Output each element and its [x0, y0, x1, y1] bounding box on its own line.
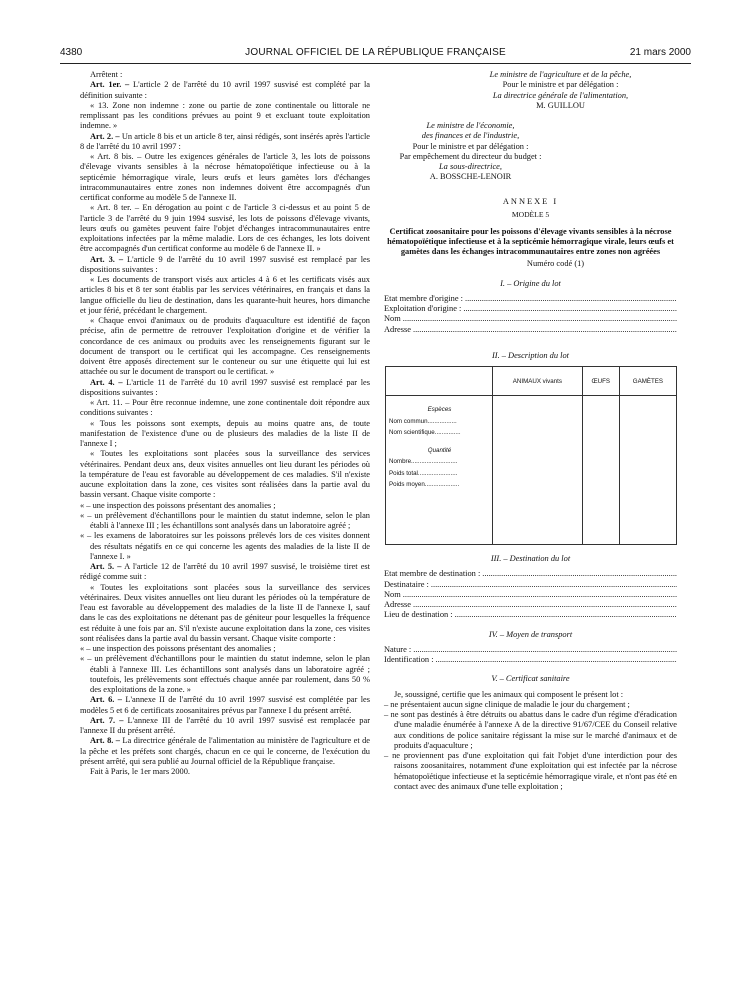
label-quantity: Quantité: [427, 446, 452, 454]
label-species: Espèces: [427, 406, 452, 414]
issue-date: 21 mars 2000: [629, 47, 691, 58]
article-11: « Art. 11. – Pour être reconnue indemne, une zone continentale doit répondre aux conditions suivantes :: [80, 398, 370, 418]
list-item: – ne sont pas destinés à être détruits ou abattus dans le cadre d'un régime d'éradication d'une maladie énumérée à l'annexe A de la directive 91/67/CEE du Conseil relative aux conditions de police sanitaire régissant la mise sur le marché d'animaux et de produits d'aquaculture ;: [384, 710, 677, 750]
signatory-title: Le ministre de l'économie,: [426, 121, 515, 130]
delegation-line: Pour le ministre et par délégation :: [502, 80, 619, 90]
delegation-line: Pour le ministre et par délégation :: [412, 141, 529, 151]
right-column: [384, 70, 677, 792]
label-scientific-name: Nom scientifique...............: [389, 429, 461, 437]
article-1: Art. 1er. – L'article 2 de l'arrêté du 10 avril 1997 susvisé est complété par la définition suivante :: [80, 80, 371, 100]
article-5-paragraph: « Toutes les exploitations sont placées sous la surveillance des services vétérinaires. Deux visites annuelles ont lieu durant les périodes où la température de l'eau est favorable au développement des maladies de la liste II de l'annexe I, sauf dans le cas des exploitations ne détenant pas de géniteur pour lesquelles la fréquence est réduite à une fois par an. S'il n'existe aucune exploitation dans la zone, ces visites sont réalisées dans la partie aval du bassin versant. Chaque visite comporte :: [80, 582, 370, 643]
article-3: Art. 3. – L'article 9 de l'arrêté du 10 avril 1997 susvisé est remplacé par les dispositions suivantes :: [80, 254, 371, 274]
label-number: Nombre...........................: [389, 458, 458, 466]
field-origin-farm[interactable]: Exploitation d'origine : .....: [384, 304, 677, 314]
delegation-line: Par empêchement du directeur du budget :: [399, 151, 542, 161]
annex-title: ANNEXE I: [502, 196, 559, 206]
certificate-title: Certificat zoosanitaire pour les poissons d'élevage vivants sensibles à la nécrose hématopoïétique infectieuse et à la septicémie hémorragique virale, leurs œufs et gamètes dans les échanges intracommunautaires entre zones non agréées: [387, 227, 674, 256]
field-origin-address[interactable]: Adresse .....: [384, 325, 677, 335]
model-number: MODÈLE 5: [511, 209, 550, 219]
page-number: 4380: [60, 47, 83, 58]
article-8-ter: « Art. 8 ter. – En dérogation au point c de l'article 3 ci-dessus et au point 5 de l'article 3 de l'arrêté du 9 juin 1994 susvisé, les lots de poissons d'élevage vivants, leurs œufs ou gamètes peuvent faire l'objet d'échanges intracommunautaires entre exploitations infectées par la même maladie. Lors de ces échanges, les lots doivent être accompagnés d'un certificat conforme au modèle 6 de l'annexe II. »: [80, 203, 370, 254]
signature-block-agriculture: [444, 70, 677, 111]
list-item: « – un prélèvement d'échantillons pour le maintien du statut indemne, selon le plan établi à l'annexe III. Les échantillons sont analysés dans un laboratoire agréé ; toutefois, les prélèvements sont effectués chaque année par roulement, dans 50 % des exploitations de la zone. »: [80, 654, 370, 694]
field-destination-name[interactable]: Nom .....: [384, 590, 677, 600]
section-destination-heading: III. – Destination du lot: [490, 554, 571, 564]
arretent: Arrêtent :: [90, 70, 123, 79]
signatory-name: M. GUILLOU: [536, 100, 585, 110]
article-5: Art. 5. – A l'article 12 de l'arrêté du 10 avril 1997 susvisé, le troisième tiret est rédigé comme suit :: [80, 562, 370, 582]
field-transport-identification[interactable]: Identification : .....: [384, 655, 677, 665]
list-item: – ne présentaient aucun signe clinique de maladie le jour du chargement ;: [384, 699, 630, 709]
signatory-title: des finances et de l'industrie,: [421, 131, 520, 141]
article-11-paragraph: « Toutes les exploitations sont placées sous la surveillance des services vétérinaires. Pendant deux ans, deux visites annuelles ont lieu durant les périodes où la température de l'eau est favorable au développement de ces maladies. S'il n'existe aucune exploitation dans la zone, ces visites sont réalisées dans la partie aval du bassin versant. Chaque visite comporte :: [80, 449, 370, 500]
field-destination-place[interactable]: Lieu de destination : .....: [384, 610, 677, 620]
field-origin-state[interactable]: Etat membre d'origine : .....: [384, 294, 677, 304]
section-transport-heading: IV. – Moyen de transport: [488, 629, 573, 639]
definition-13: « 13. Zone non indemne : zone ou partie de zone continentale ou littorale ne remplissant pas les conditions prévues au point 9 et excluant toute exploitation indemne. »: [80, 100, 370, 131]
table-cell-animals[interactable]: [493, 396, 583, 545]
list-item: « – un prélèvement d'échantillons pour le maintien du statut indemne, selon le plan établi à l'annexe III ; les échantillons sont analysés dans un laboratoire agréé ;: [80, 510, 370, 530]
article-8-bis: « Art. 8 bis. – Outre les exigences générales de l'article 3, les lots de poissons d'élevage vivants sensibles à la nécrose hématopoïétique infectieuse ou à la septicémie hémorragique virale, leurs œufs et leurs gamètes lors d'échanges intracommunautaires entre zones non indemnes doivent être accompagnés d'un certificat conforme au modèle 5 de l'annexe II.: [80, 152, 370, 202]
list-item: « – les examens de laboratoires sur les poissons prélevés lors de ces visites donnent des résultats négatifs en ce qui concerne les agents des maladies de la liste II de l'annexe I. »: [80, 531, 370, 561]
list-item: « – une inspection des poissons présentant des anomalies ;: [80, 644, 276, 653]
article-11-paragraph: « Tous les poissons sont exempts, depuis au moins quatre ans, de toute manifestation de l'existence d'une ou de plusieurs des maladies de la liste II de l'annexe I ;: [80, 418, 370, 448]
label-total-weight: Poids total.......................: [389, 469, 458, 477]
table-cell-gametes[interactable]: [619, 396, 676, 545]
section-description-heading: II. – Description du lot: [492, 350, 569, 360]
table-row-labels: [386, 396, 493, 545]
article-3-paragraph: « Chaque envoi d'animaux ou de produits d'aquaculture est identifié de façon précise, afin de permettre de retrouver l'exploitation d'origine et de vérifier la concordance de ces animaux ou produits avec les renseignements figurant sur le document de transport ou le certificat qui les accompagne. Ces renseignements doivent être apposés directement sur le conteneur ou sur une étiquette qui lui est attachée ou sur le document de transport ou le certificat. »: [80, 316, 370, 377]
article-4: Art. 4. – L'article 11 de l'arrêté du 10 avril 1997 susvisé est remplacé par les dispositions suivantes :: [80, 377, 371, 397]
signatory-name: A. BOSSCHE-LENOIR: [429, 172, 512, 182]
label-common-name: Nom commun.................: [389, 417, 457, 425]
article-8: Art. 8. – La directrice générale de l'alimentation au ministère de l'agriculture et de la pêche et les préfets sont chargés, chacun en ce qui le concerne, de l'exécution du présent arrêté, qui sera publié au Journal officiel de la République française.: [80, 736, 370, 766]
signatory-title: Le ministre de l'agriculture et de la pêche,: [489, 70, 632, 79]
field-consignee[interactable]: Destinataire : .....: [384, 580, 677, 590]
article-2: Art. 2. – Un article 8 bis et un article 8 ter, ainsi rédigés, sont insérés après l'article 8 de l'arrêté du 10 avril 1997 :: [80, 131, 370, 151]
description-table: [385, 366, 677, 545]
table-header-gametes: GAMÈTES: [619, 367, 676, 396]
article-3-paragraph: « Les documents de transport visés aux articles 4 à 6 et les certificats visés aux articles 8 bis et 8 ter sont établis par les services vétérinaires, en français et dans la langue officielle du lieu de destination, dans les quarante-huit heures, hors dimanche et jour férié, précédant le chargement.: [80, 275, 370, 315]
journal-title: JOURNAL OFFICIEL DE LA RÉPUBLIQUE FRANÇAISE: [245, 47, 506, 58]
table-header-eggs: ŒUFS: [582, 367, 619, 396]
article-6: Art. 6. – L'annexe II de l'arrêté du 10 avril 1997 susvisé est complétée par les modèles 5 et 6 de certificats zoosanitaires prévus par l'annexe I du présent arrêté.: [80, 695, 371, 715]
left-column: [80, 70, 370, 777]
table-header-empty: [386, 367, 493, 396]
table-cell-eggs[interactable]: [582, 396, 619, 545]
section-certificate-heading: V. – Certificat sanitaire: [491, 674, 570, 684]
field-origin-name[interactable]: Nom .....: [384, 314, 677, 324]
list-item: « – une inspection des poissons présentant des anomalies ;: [80, 500, 276, 510]
field-destination-state[interactable]: Etat membre de destination : .....: [384, 569, 677, 579]
list-item: – ne proviennent pas d'une exploitation qui fait l'objet d'une interdiction pour des raisons zoosanitaires, notamment d'une exploitation qui est infectée par la nécrose hématopoïétique infectieuse et la septicémie hémorragique virale, et n'ont pas été en contact avec des animaux d'une telle exploitation ;: [384, 751, 677, 791]
section-origin-heading: I. – Origine du lot: [500, 278, 561, 288]
fait-a-paris: Fait à Paris, le 1er mars 2000.: [90, 767, 191, 776]
signature-block-economie: [384, 121, 557, 183]
signatory-role: La directrice générale de l'alimentation,: [492, 90, 629, 100]
article-7: Art. 7. – L'annexe III de l'arrêté du 10 avril 1997 susvisé est remplacée par l'annexe II du présent arrêté.: [80, 715, 371, 735]
certificate-intro: Je, soussigné, certifie que les animaux qui composent le présent lot :: [394, 689, 624, 699]
signatory-role: La sous-directrice,: [439, 162, 502, 171]
field-transport-nature[interactable]: Nature : .....: [384, 645, 677, 655]
field-destination-address[interactable]: Adresse .....: [384, 600, 677, 610]
label-average-weight: Poids moyen....................: [389, 481, 460, 489]
code-number: Numéro codé (1): [526, 259, 585, 269]
page-header: [60, 47, 691, 64]
table-header-animals: ANIMAUX vivants: [493, 367, 583, 396]
